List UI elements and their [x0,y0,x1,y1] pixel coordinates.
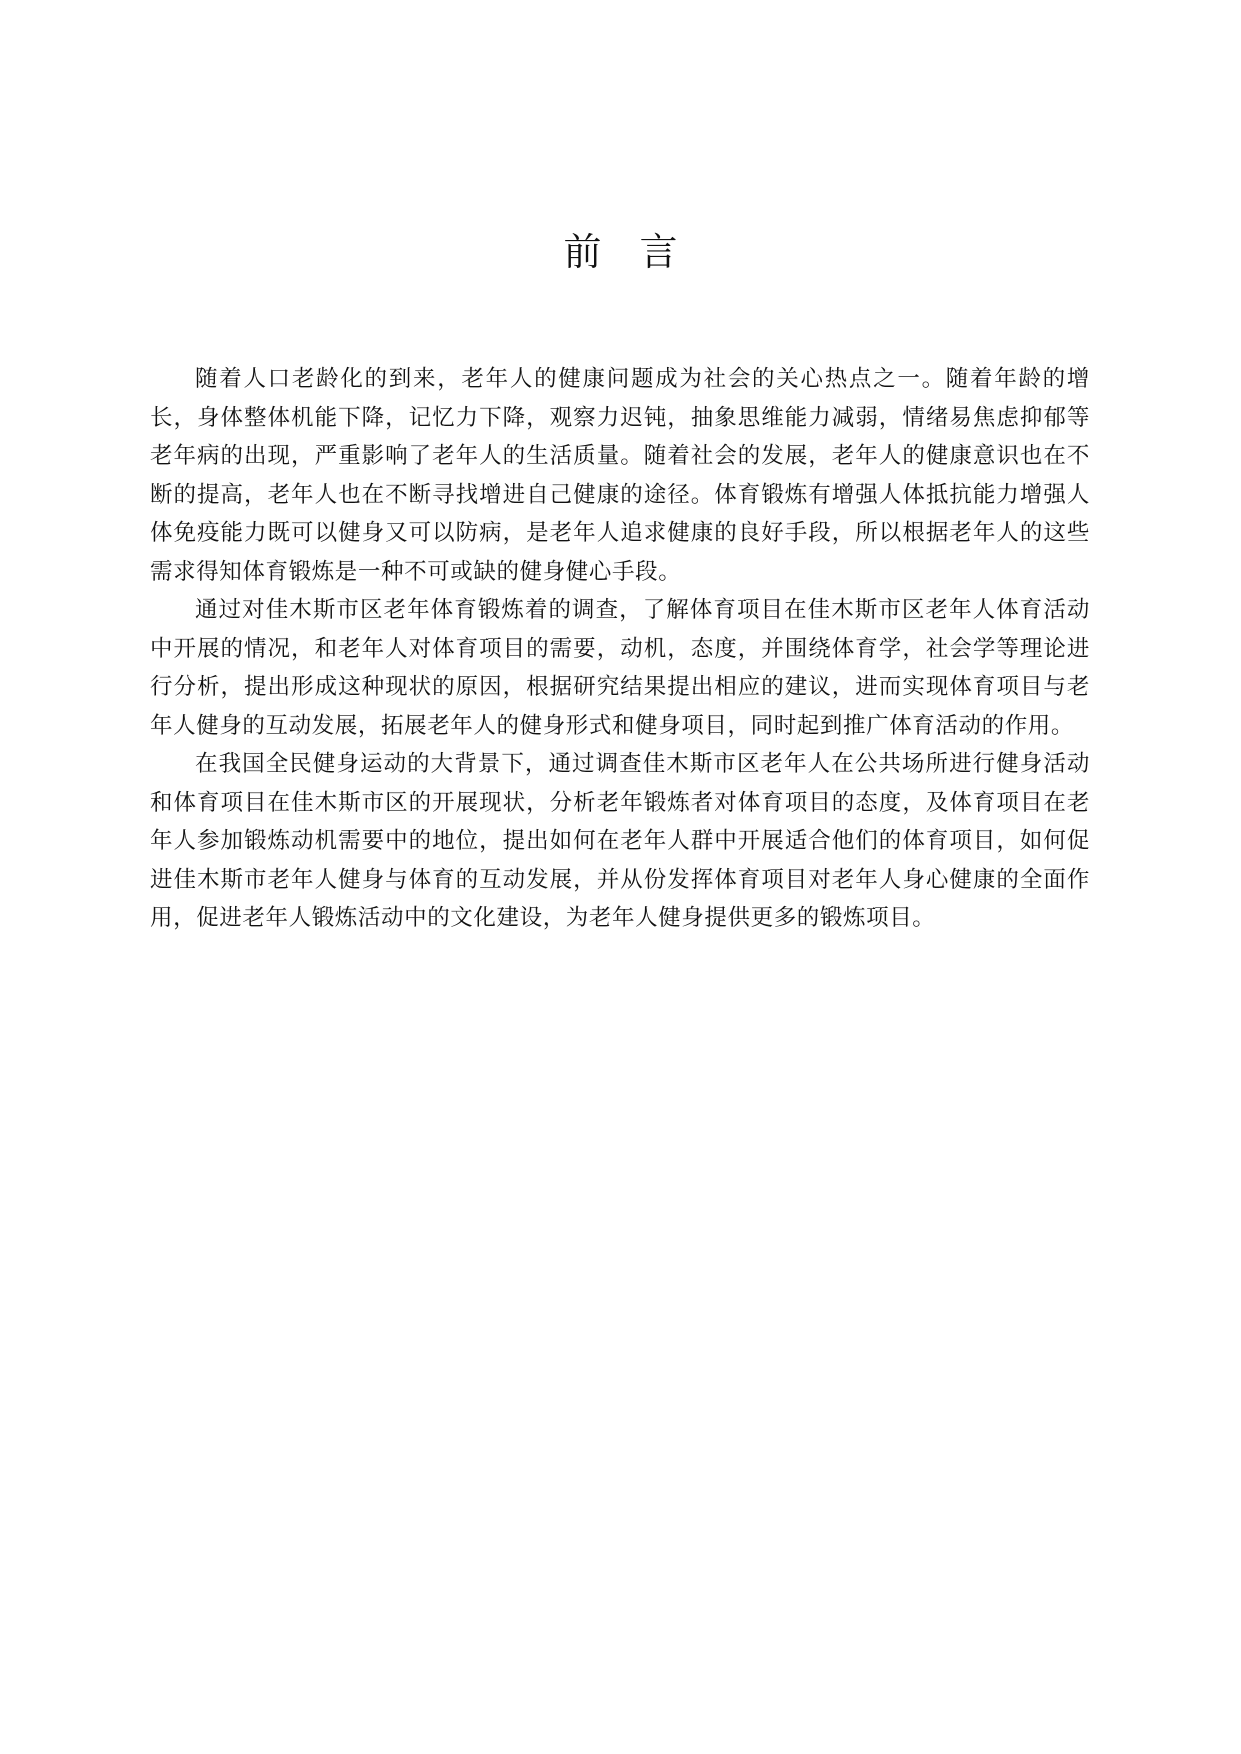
paragraph-2: 通过对佳木斯市区老年体育锻炼着的调查，了解体育项目在佳木斯市区老年人体育活动中开展的情况，和老年人对体育项目的需要，动机，态度，并围绕体育学，社会学等理论进行分析，提出形成这种现状的原因，根据研究结果提出相应的建议，进而实现体育项目与老年人健身的互动发展，拓展老年人的健身形式和健身项目，同时起到推广体育活动的作用。 [150,597,1090,739]
paragraph-3: 在我国全民健身运动的大背景下，通过调查佳木斯市区老年人在公共场所进行健身活动和体育项目在佳木斯市区的开展现状，分析老年锻炼者对体育项目的态度，及体育项目在老年人参加锻炼动机需要中的地位，提出如何在老年人群中开展适合他们的体育项目，如何促进佳木斯市老年人健身与体育的互动发展，并从份发挥体育项目对老年人身心健康的全面作用，促进老年人锻炼活动中的文化建设，为老年人健身提供更多的锻炼项目。 [150,751,1090,931]
title-char-1: 前 [563,230,602,274]
preface-body [150,360,1090,938]
paragraph-1: 随着人口老龄化的到来，老年人的健康问题成为社会的关心热点之一。随着年龄的增长，身体整体机能下降，记忆力下降，观察力迟钝，抽象思维能力减弱，情绪易焦虑抑郁等老年病的出现，严重影响了老年人的生活质量。随着社会的发展，老年人的健康意识也在不断的提高，老年人也在不断寻找增进自己健康的途径。体育锻炼有增强人体抵抗能力增强人体免疫能力既可以健身又可以防病，是老年人追求健康的良好手段，所以根据老年人的这些需求得知体育锻炼是一种不可或缺的健身健心手段。 [150,366,1090,585]
title-char-2: 言 [639,230,678,274]
page-title [0,228,1241,276]
